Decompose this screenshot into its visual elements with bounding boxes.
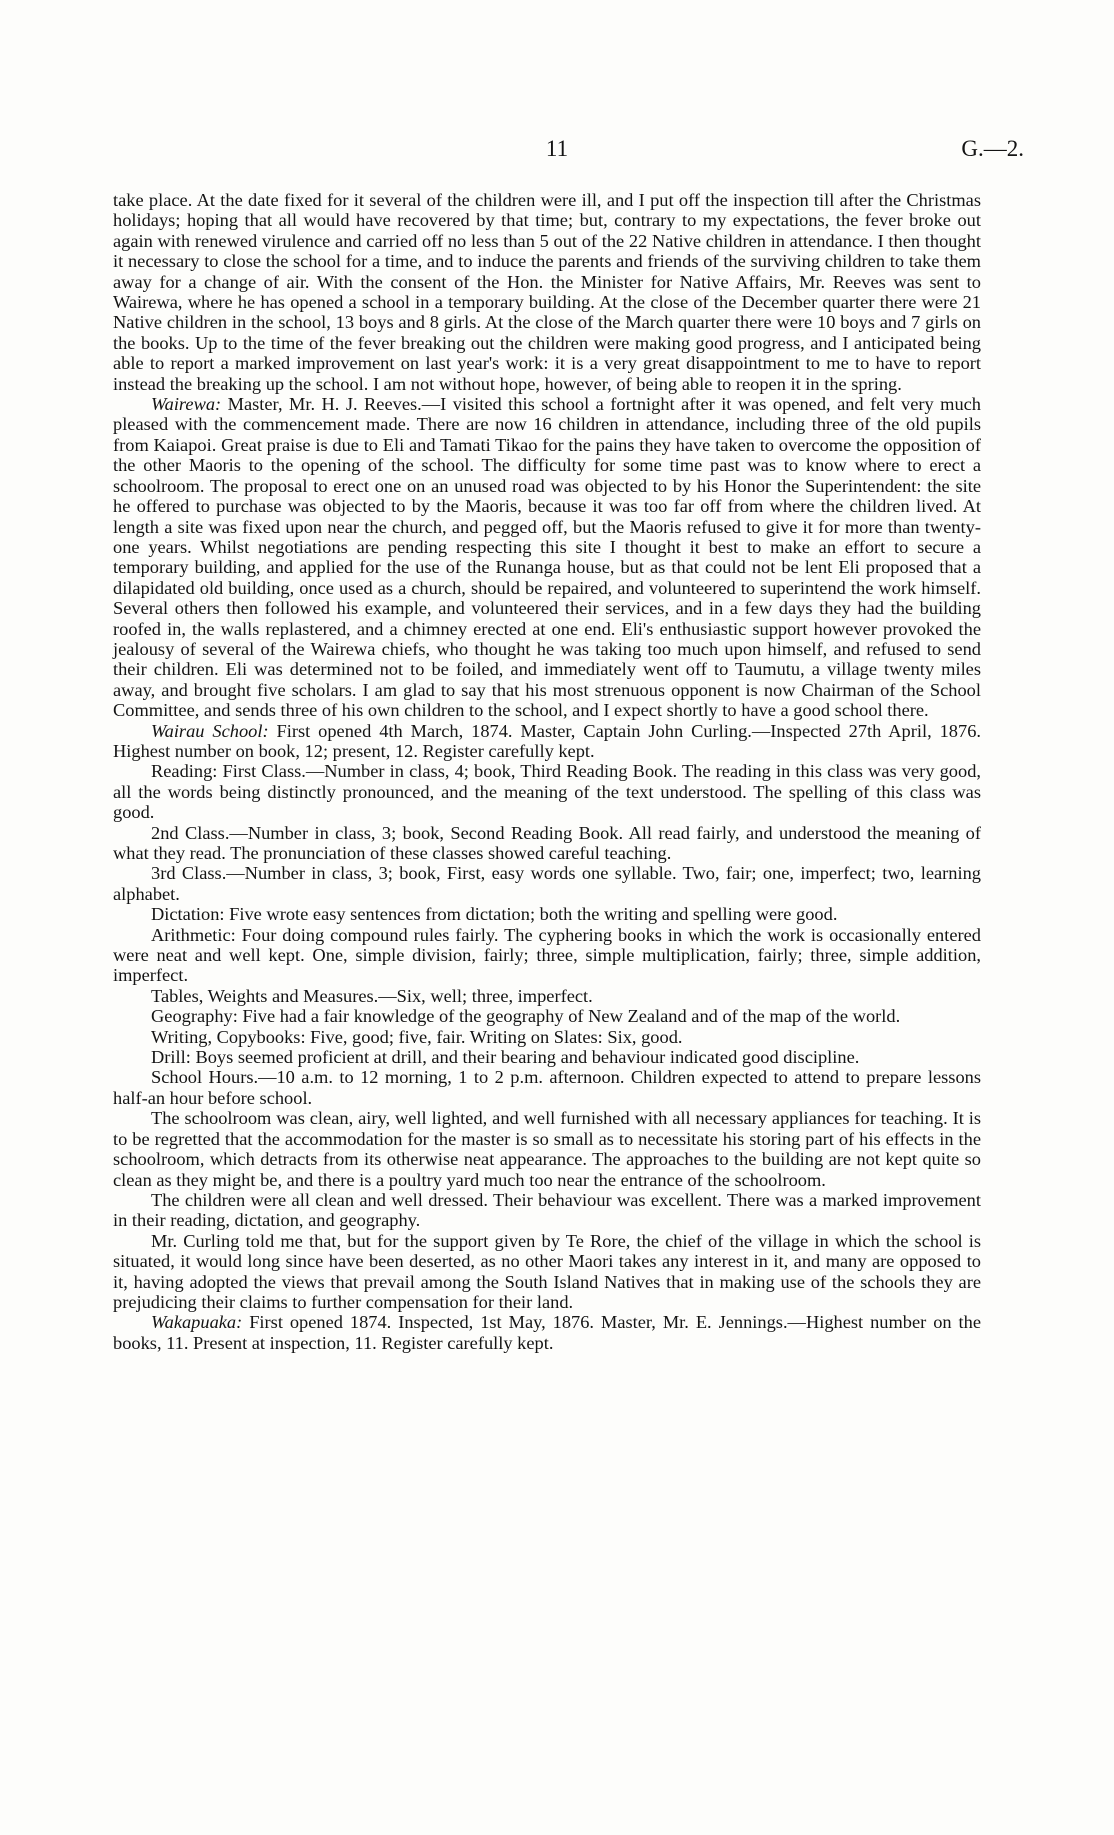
paragraph-body: Master, Mr. H. J. Reeves.—I visited this school a fortnight after it was opened, and felt very much pleased with the commencement made. There are now 16 children in attendance, including three of the old pupils from Kaiapoi. Great praise is due to Eli and Tamati Tikao for the pains they have taken to overcome the opposition of the other Maoris to the opening of the school. The difficulty for some time past was to know where to erect a schoolroom. The proposal to erect one on an unused road was objected to by his Honor the Superintendent: the site he offered to purchase was objected to by the Maoris, because it was too far off from where the children lived. At length a site was fixed upon near the church, and pegged off, but the Maoris refused to give it for more than twenty-one years. Whilst negotiations are pending respecting this site I thought it best to make an effort to secure a temporary building, and applied for the use of the Runanga house, but as that could not be lent Eli proposed that a dilapidated old building, once used as a church, should be repaired, and volunteered to superintend the work himself. Several others then followed his example, and volunteered their services, and in a few days they had the building roofed in, the walls replastered, and a chimney erected at one end. Eli's enthusiastic support however provoked the jealousy of several of the Wairewa chiefs, who thought he was taking too much upon himself, and refused to send their children. Eli was determined not to be foiled, and immediately went off to Taumutu, a village twenty miles away, and brought five scholars. I am glad to say that his most strenuous opponent is now Chairman of the School Committee, and sends three of his own children to the school, and I expect shortly to have a good school there. [113, 394, 981, 721]
paragraph-school-hours: School Hours.—10 a.m. to 12 morning, 1 to 2 p.m. afternoon. Children expected to attend to prepare lessons half-an hour before school. [113, 1067, 981, 1108]
paragraph-arithmetic: Arithmetic: Four doing compound rules fairly. The cyphering books in which the work is occasionally entered were neat and well kept. One, simple division, fairly; three, simple multiplication, fairly; three, simple addition, imperfect. [113, 924, 981, 986]
school-title-wakapuaka: Wakapuaka: [151, 1312, 243, 1333]
paragraph-children-behaviour: The children were all clean and well dressed. Their behaviour was excellent. There was a marked improvement in their reading, dictation, and geography. [113, 1189, 981, 1231]
paragraph-second-class: 2nd Class.—Number in class, 3; book, Second Reading Book. All read fairly, and understood the meaning of what they read. The pronunciation of these classes showed careful teaching. [113, 822, 981, 863]
paragraph-wairau-school [113, 721, 981, 762]
body-text [113, 190, 981, 1353]
paragraph-writing: Writing, Copybooks: Five, good; five, fair. Writing on Slates: Six, good. [151, 1026, 683, 1047]
paragraph-wairewa [113, 394, 981, 721]
school-title-wairewa: Wairewa: [151, 394, 222, 415]
paragraph-drill: Drill: Boys seemed proficient at drill, and their bearing and behaviour indicated good discipline. [151, 1047, 860, 1068]
school-title-wairau: Wairau School: [151, 720, 269, 741]
paragraph-dictation: Dictation: Five wrote easy sentences from dictation; both the writing and spelling were good. [151, 904, 838, 925]
paragraph-tables: Tables, Weights and Measures.—Six, well; three, imperfect. [151, 985, 593, 1006]
paragraph-wakapuaka [113, 1312, 981, 1353]
paragraph-third-class: 3rd Class.—Number in class, 3; book, First, easy words one syllable. Two, fair; one, imperfect; two, learning alphabet. [113, 863, 981, 904]
paragraph-reading-first-class: Reading: First Class.—Number in class, 4; book, Third Reading Book. The reading in this class was very good, all the words being distinctly pronounced, and the meaning of the text understood. The spelling of this class was good. [113, 761, 981, 823]
paragraph-schoolroom: The schoolroom was clean, airy, well lighted, and well furnished with all necessary appliances for teaching. It is to be regretted that the accommodation for the master is so small as to necessitate his storing part of his effects in the schoolroom, which detracts from its otherwise neat appearance. The approaches to the building are not kept quite so clean as they might be, and there is a poultry yard much too near the entrance of the schoolroom. [113, 1108, 981, 1190]
paragraph-body: First opened 4th March, 1874. Master, Captain John Curling.—Inspected 27th April, 1876. Highest number on book, 12; present, 12. Register carefully kept. [113, 720, 981, 761]
paragraph-mr-curling: Mr. Curling told me that, but for the support given by Te Rore, the chief of the village in which the school is situated, it would long since have been deserted, as no other Maori takes any interest in it, and many are opposed to it, having adopted the views that prevail among the South Island Natives that in making use of the schools they are prejudicing their claims to further compensation for their land. [113, 1230, 981, 1312]
paragraph-body: First opened 1874. Inspected, 1st May, 1876. Master, Mr. E. Jennings.—Highest number on the books, 11. Present at inspection, 11. Register carefully kept. [113, 1312, 981, 1353]
document-reference: G.—2. [961, 136, 1024, 161]
paragraph-fever-closure: take place. At the date fixed for it several of the children were ill, and I put off the inspection till after the Christmas holidays; hoping that all would have recovered by that time; but, contrary to my expectations, the fever broke out again with renewed virulence and carried off no less than 5 out of the 22 Native children in attendance. I then thought it necessary to close the school for a time, and to induce the parents and friends of the surviving children to take them away for a change of air. With the consent of the Hon. the Minister for Native Affairs, Mr. Reeves was sent to Wairewa, where he has opened a school in a temporary building. At the close of the December quarter there were 21 Native children in the school, 13 boys and 8 girls. At the close of the March quarter there were 10 boys and 7 girls on the books. Up to the time of the fever breaking out the children were making good progress, and I anticipated being able to report a marked improvement on last year's work: it is a very great disappointment to me to have to report instead the breaking up the school. I am not without hope, however, of being able to reopen it in the spring. [113, 190, 981, 394]
page-number: 11 [545, 136, 569, 161]
paragraph-geography: Geography: Five had a fair knowledge of the geography of New Zealand and of the map of the world. [151, 1006, 901, 1027]
